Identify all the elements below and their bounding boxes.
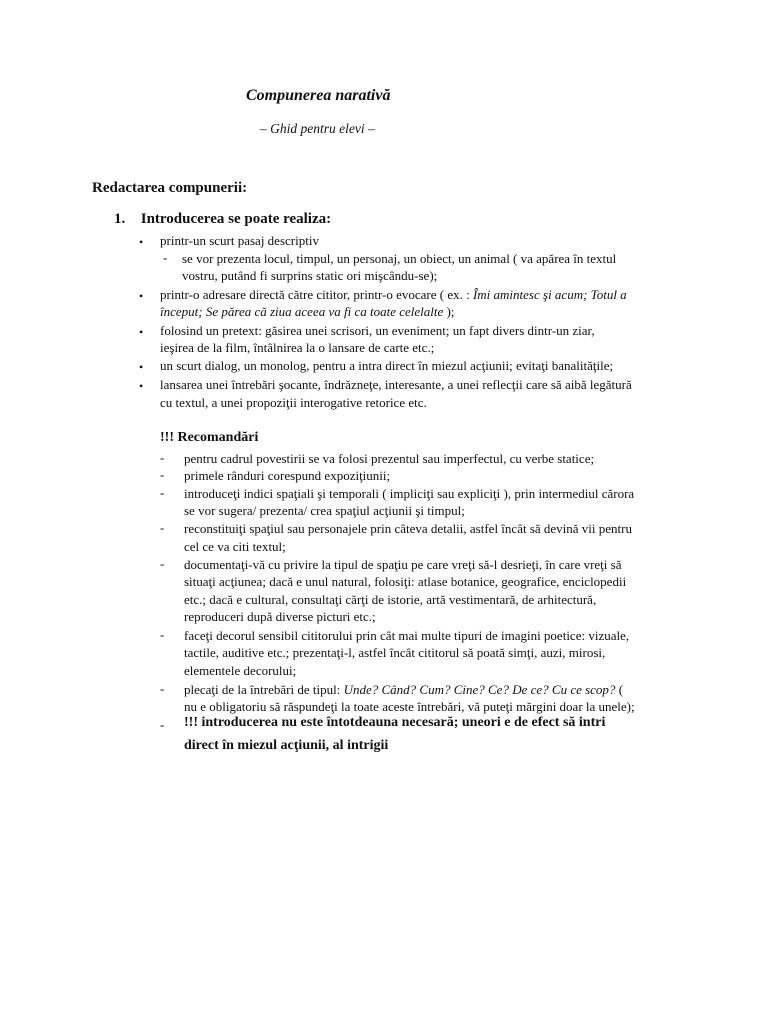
dash-icon: - [160,520,165,535]
example-quote-cont: început; Se părea că ziua aceea va fi ca toate celelalte [160,304,444,319]
recommendation-text-cont: etc.; dacă e cultural, consultaţi cărţi de istorie, artă vestimentară, de arhitectură, [184,592,597,607]
dash-icon: - [160,556,165,571]
bullet-text-end: ); [443,304,455,319]
recommendation-text: reconstituiţi spaţiul sau personajele prin câteva detalii, astfel încât să devină vii pentru [184,521,632,536]
recommendation-text: documentaţi-vă cu privire la tipul de spaţiu pe care vreţi să-l desrieţi, în care vreţi să [184,557,622,572]
question-list: Unde? Când? Cum? Cine? Ce? De ce? Cu ce scop? [343,682,616,697]
recommendation-text: introduceţi indici spaţiali şi temporali ( impliciţi sau expliciţi ), prin intermediul cărora [184,486,635,501]
recommendation-text-end: ( [615,682,624,697]
important-note: !!! introducerea nu este întotdeauna necesară; uneori e de efect să intri [184,715,606,730]
document-title: Compunerea narativă [246,87,391,104]
recommendation-text-cont: tactile, auditive etc.; prezentaţi-l, astfel încât cititorul să poată simţi, auzi, mirosi, [184,645,606,660]
bullet-icon: • [139,379,144,393]
bullet-icon: • [139,235,144,249]
dash-icon: - [160,467,165,482]
dash-icon: - [160,485,165,500]
dash-icon: - [163,250,168,265]
recommendation-text-cont: cel ce va citi textul; [184,539,286,554]
recommendation-text: faceţi decorul sensibil cititorului prin cât mai multe tipuri de imagini poetice: vizuale, [184,628,630,643]
bullet-text-cont: ieşirea de la film, întâlnirea la o lansare de carte etc.; [160,340,435,355]
recommendation-text-cont: situaţi acţiunea; dacă e unul natural, folosiţi: atlase botanice, geografice, enciclopedii [184,574,627,589]
bullet-text-plain: printr-o adresare directă către cititor, printr-o evocare ( ex. : [160,287,473,302]
item-heading: Introducerea se poate realiza: [140,211,332,227]
bullet-text: printr-un scurt pasaj descriptiv [160,233,319,248]
bullet-text-cont [160,303,454,321]
recommendation-text-cont: nu e obligatoriu să răspundeţi la toate aceste întrebări, vă puteţi mărgini doar la unele); [184,699,635,714]
bullet-text: lansarea unei întrebări şocante, îndrăzneţe, interesante, a unei reflecţii care să aibă legătură [160,377,632,392]
recommendation-text-cont: se vor sugera/ prezenta/ crea spaţiul acţiunii şi timpul; [184,503,465,518]
bullet-icon: • [139,325,144,339]
dash-icon: - [160,681,165,696]
sub-bullet-text: se vor prezenta locul, timpul, un personaj, un obiect, un animal ( va apărea în textul [182,251,617,266]
recommendations-heading: !!! Recomandări [160,430,259,445]
numbered-item-1 [114,211,331,228]
recommendation-text [184,681,623,699]
dash-icon: - [160,717,165,732]
document-subtitle: – Ghid pentru elevi – [260,121,375,136]
recommendation-text: pentru cadrul povestirii se va folosi prezentul sau imperfectul, cu verbe statice; [184,451,595,466]
sub-bullet-text-cont: vostru, putând fi surprins static ori mişcându-se); [182,268,438,283]
item-number: 1. [114,211,126,227]
section-heading: Redactarea compunerii: [92,180,248,196]
example-quote: Îmi amintesc şi acum; Totul a [472,287,627,302]
recommendation-text-cont: reproduceri după diverse picturi etc.; [184,609,376,624]
bullet-text [160,286,627,304]
dash-icon: - [160,627,165,642]
dash-icon: - [160,450,165,465]
recommendation-text-cont: elementele decorului; [184,663,297,678]
recommendation-text-plain: plecaţi de la întrebări de tipul: [184,682,344,697]
bullet-text: folosind un pretext: găsirea unei scrisori, un eveniment; un fapt divers dintr-un ziar, [160,323,595,338]
bullet-text: un scurt dialog, un monolog, pentru a intra direct în miezul acţiunii; evitaţi banalităţile; [160,358,614,373]
recommendation-text: primele rânduri corespund expoziţiunii; [184,468,391,483]
bullet-icon: • [139,360,144,374]
bullet-icon: • [139,289,144,303]
bullet-text-cont: cu textul, a unei propoziţii interogative retorice etc. [160,395,427,410]
important-note-cont: direct în miezul acţiunii, al intrigii [184,738,389,753]
